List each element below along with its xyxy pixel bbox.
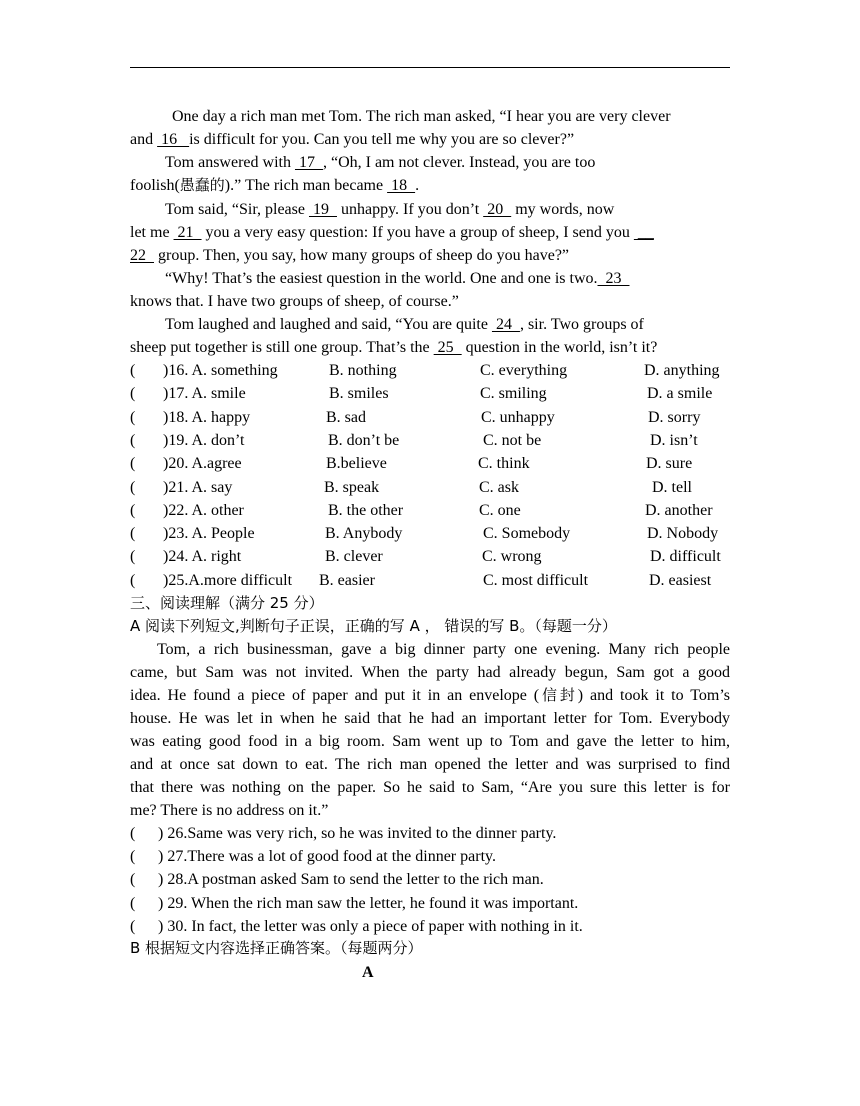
question-21-answer-paren: (	[130, 478, 136, 496]
question-22-option-b: B. the other	[328, 501, 404, 519]
part-a-instruction: A 阅读下列短文,判断句子正误，正确的写 A ， 错误的写 B。（每题一分）	[130, 617, 617, 635]
question-24-option-a: )24. A. right	[163, 548, 242, 566]
question-20-option-b: B.believe	[326, 455, 387, 473]
question-22-option-c: C. one	[479, 501, 521, 519]
blank-18: 18	[387, 177, 416, 194]
question-20-option-d: D. sure	[646, 455, 693, 473]
question-17-option-d: D. a smile	[647, 385, 713, 403]
question-20-answer-paren: (	[130, 455, 136, 473]
cloze-p1-line1: One day a rich man met Tom. The rich man asked, “I hear you are very clever	[172, 108, 671, 125]
passage-line-8: me? There is no address on it.”	[130, 802, 329, 819]
tf-30-statement: ) 30. In fact, the letter was only a piece of paper with nothing in it.	[158, 917, 583, 935]
blank-21: 21	[173, 224, 202, 241]
passage-line-3: idea. He found a piece of paper and put it in an envelope (信封) and took it to Tom’s	[130, 686, 730, 704]
question-18-option-d: D. sorry	[648, 408, 701, 426]
cloze-p1-line2: and 16 is difficult for you. Can you tell me why you are so clever?”	[130, 131, 575, 148]
question-24-answer-paren: (	[130, 548, 136, 566]
question-20-option-c: C. think	[478, 455, 530, 473]
blank-22: 22	[130, 247, 154, 264]
cloze-p4-line2: knows that. I have two groups of sheep, of course.”	[130, 293, 459, 310]
blank-22-start: __	[633, 224, 654, 241]
question-24-option-d: D. difficult	[650, 548, 721, 566]
question-17-option-c: C. smiling	[480, 385, 547, 403]
cloze-p5-line1: Tom laughed and laughed and said, “You are quite 24 , sir. Two groups of	[165, 316, 644, 333]
cloze-p4-line1: “Why! That’s the easiest question in the world. One and one is two. 23	[165, 270, 630, 287]
question-22-option-a: )22. A. other	[163, 501, 244, 519]
question-25-option-a: )25.A.more difficult	[163, 571, 293, 589]
question-24-option-b: B. clever	[325, 548, 383, 566]
part-b-passage-title: A	[362, 964, 374, 981]
blank-25: 25	[433, 339, 462, 356]
tf-26-statement: ) 26.Same was very rich, so he was invited to the dinner party.	[158, 825, 557, 842]
question-25-answer-paren: (	[130, 571, 136, 589]
question-22-answer-paren: (	[130, 501, 136, 519]
cloze-p3-line2: let me 21 you a very easy question: If you have a group of sheep, I send you __	[130, 224, 654, 241]
tf-28-answer-paren: (	[130, 871, 136, 889]
passage-line-5: was eating good food in a big room. Sam went up to Tom and gave the letter to him,	[130, 733, 730, 750]
question-18-option-a: )18. A. happy	[163, 408, 251, 426]
question-19-answer-paren: (	[130, 431, 136, 449]
blank-20: 20	[483, 201, 512, 218]
part-b-instruction: B 根据短文内容选择正确答案。（每题两分）	[130, 939, 423, 957]
blank-24: 24	[491, 316, 520, 333]
question-16-option-b: B. nothing	[329, 362, 397, 379]
question-16-option-c: C. everything	[480, 362, 568, 379]
question-17-answer-paren: (	[130, 385, 136, 403]
header-rule	[130, 67, 730, 68]
cloze-p2-line2: foolish(愚蠢的).” The rich man became 18 .	[130, 176, 420, 194]
question-19-option-c: C. not be	[483, 431, 542, 449]
passage-line-6: and at once sat down to eat. The rich man opened the letter and was surprised to find	[130, 756, 730, 773]
question-25-option-b: B. easier	[319, 571, 375, 589]
question-21-option-b: B. speak	[324, 478, 380, 496]
blank-16: 16	[157, 131, 190, 148]
tf-28-statement: ) 28.A postman asked Sam to send the letter to the rich man.	[158, 871, 544, 889]
tf-29-answer-paren: (	[130, 894, 136, 912]
section3-heading: 三、阅读理解（满分 25 分）	[130, 594, 324, 612]
question-18-option-b: B. sad	[326, 408, 366, 426]
question-19-option-b: B. don’t be	[328, 431, 400, 449]
question-23-option-b: B. Anybody	[325, 525, 403, 543]
question-25-option-c: C. most difficult	[483, 571, 589, 589]
tf-27-statement: ) 27.There was a lot of good food at the dinner party.	[158, 848, 496, 866]
question-21-option-a: )21. A. say	[163, 478, 233, 496]
tf-30-answer-paren: (	[130, 917, 136, 935]
question-19-option-a: )19. A. don’t	[163, 431, 245, 449]
question-21-option-c: C. ask	[479, 478, 519, 496]
question-16-option-d: D. anything	[644, 362, 720, 379]
passage-line-1: Tom, a rich businessman, gave a big dinner party one evening. Many rich people	[157, 641, 730, 658]
question-24-option-c: C. wrong	[482, 548, 542, 566]
question-23-option-a: )23. A. People	[163, 525, 255, 543]
question-23-option-d: D. Nobody	[647, 525, 719, 543]
cloze-p3-line1: Tom said, “Sir, please 19 unhappy. If you don’t 20 my words, now	[165, 201, 615, 218]
blank-17: 17	[294, 154, 323, 171]
question-18-option-c: C. unhappy	[481, 408, 555, 426]
passage-line-7: that there was nothing on the paper. So he said to Sam, “Are you sure this letter is for	[130, 779, 730, 796]
question-16-answer-paren: (	[130, 362, 136, 379]
blank-23: 23	[597, 270, 630, 287]
question-23-option-c: C. Somebody	[483, 525, 571, 543]
blank-19: 19	[308, 201, 337, 218]
question-25-option-d: D. easiest	[649, 571, 712, 589]
question-23-answer-paren: (	[130, 525, 136, 543]
question-16-option-a: )16. A. something	[163, 362, 278, 379]
passage-line-2: came, but Sam was not invited. When the party had already begun, Sam got a good	[130, 664, 730, 681]
cloze-p5-line2: sheep put together is still one group. That’s the 25 question in the world, isn’t it?	[130, 339, 658, 356]
cloze-p2-line1: Tom answered with 17 , “Oh, I am not clever. Instead, you are too	[165, 154, 596, 171]
question-17-option-a: )17. A. smile	[163, 385, 246, 403]
tf-29-statement: ) 29. When the rich man saw the letter, he found it was important.	[158, 894, 579, 912]
question-18-answer-paren: (	[130, 408, 136, 426]
tf-26-answer-paren: (	[130, 825, 136, 842]
cloze-p3-line3: 22 group. Then, you say, how many groups of sheep do you have?”	[130, 247, 570, 264]
question-17-option-b: B. smiles	[329, 385, 389, 403]
passage-line-4: house. He was let in when he said that he had an important letter for Tom. Everybody	[130, 710, 730, 727]
question-19-option-d: D. isn’t	[650, 431, 698, 449]
question-20-option-a: )20. A.agree	[163, 455, 242, 473]
question-22-option-d: D. another	[645, 501, 713, 519]
question-21-option-d: D. tell	[652, 478, 692, 496]
tf-27-answer-paren: (	[130, 848, 136, 866]
